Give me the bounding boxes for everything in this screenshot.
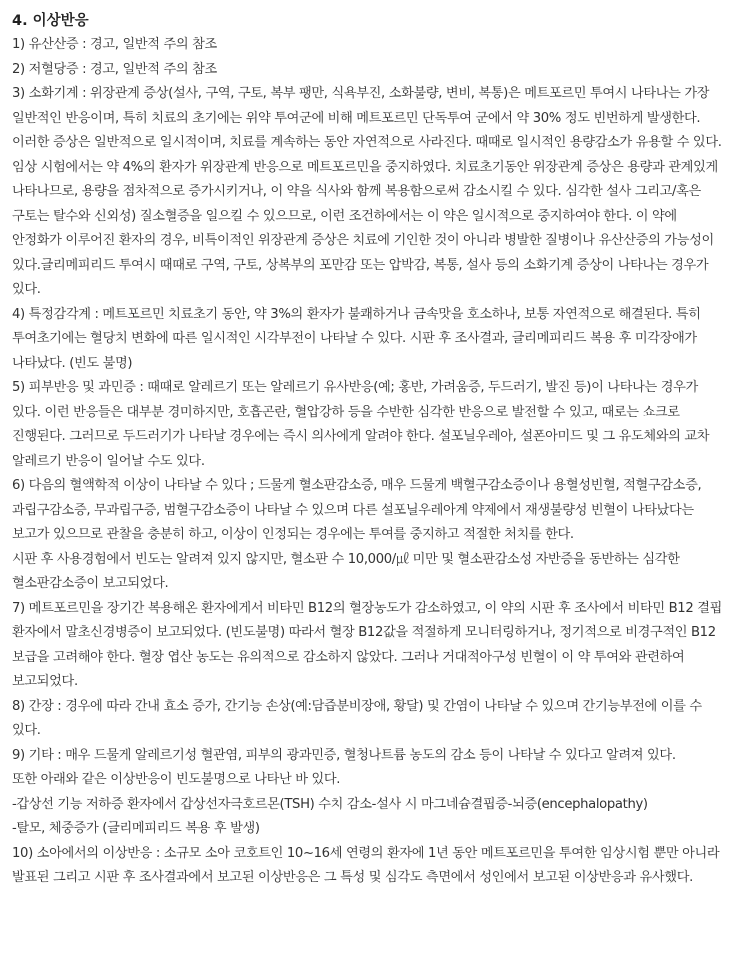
- paragraph-hypoglycemia: 2) 저혈당증 : 경고, 일반적 주의 참조: [12, 61, 217, 77]
- paragraph-hair-loss-item: -탈모, 체중증가 (글리메피리드 복용 후 발생): [12, 821, 260, 836]
- section-heading: 4. 이상반응: [12, 13, 89, 29]
- paragraph-vitamin-b12: 7) 메트포르민을 장기간 복용해온 환자에게서 비타민 B12의 혈장농도가 감소하였고, 이 약의 시판 후 조사에서 비타민 B12 결핍 환자에서 말초신경병증이 보고되었다. (빈도불명) 따라서 혈장 B12값을 적절하게 모니터링하거나, 정기적으로 비경구적인 B12 보급을 고려해야 한다. 혈장 엽산 농도는 유의적으로 감소하지 않았다. 그러나 거대적아구성 빈혈이 이 약 투여와 관련하여 보고되었다.: [12, 600, 722, 689]
- paragraph-hematologic: 6) 다음의 혈액학적 이상이 나타날 수 있다 ; 드물게 혈소판감소증, 매우 드물게 백혈구감소증이나 용혈성빈혈, 적혈구감소증, 과립구감소증, 무과립구증, 범혈구감소증이 나타날 수 있으며 다른 설포닐우레아계 약제에서 재생불량성 빈혈이 나타났다는 보고가 있으므로 관찰을 충분히 하고, 이상이 인정되는 경우에는 투여를 중지하고 적절한 처치를 한다.: [12, 478, 702, 542]
- paragraph-postmarketing-thrombocytopenia: 시판 후 사용경험에서 빈도는 알려져 있지 않지만, 혈소판 수 10,000/㎕ 미만 및 혈소판감소성 자반증을 동반하는 심각한 혈소판감소증이 보고되었다.: [12, 551, 680, 591]
- paragraph-liver: 8) 간장 : 경우에 따라 간내 효소 증가, 간기능 손상(예:담즙분비장애, 황달) 및 간염이 나타날 수 있으며 간기능부전에 이를 수 있다.: [12, 698, 702, 738]
- paragraph-skin-hypersensitivity: 5) 피부반응 및 과민증 : 때때로 알레르기 또는 알레르기 유사반응(예; 홍반, 가려움증, 두드러기, 발진 등)이 나타나는 경우가 있다. 이런 반응들은 대부분 경미하지만, 호흡곤란, 혈압강하 등을 수반한 심각한 반응으로 발전할 수 있고, 때로는 쇼크로 진행된다. 그러므로 두드러기가 나타날 경우에는 즉시 의사에게 알려야 한다. 설포닐우레아, 설폰아미드 및 그 유도체와의 교차 알레르기 반응이 일어날 수도 있다.: [12, 380, 710, 469]
- paragraph-special-senses: 4) 특정감각계 : 메트포르민 치료초기 동안, 약 3%의 환자가 불쾌하거나 금속맛을 호소하나, 보통 자연적으로 해결된다. 특히 투여초기에는 혈당치 변화에 따른 일시적인 시각부전이 나타날 수 있다. 시판 후 조사결과, 글리메피리드 복용 후 미각장애가 나타났다. (빈도 불명): [12, 306, 701, 371]
- paragraph-digestive-system: 3) 소화기계 : 위장관계 증상(설사, 구역, 구토, 복부 팽만, 식욕부진, 소화불량, 변비, 복통)은 메트포르민 투여시 나타나는 가장 일반적인 반응이며, 특히 치료의 초기에는 위약 투여군에 비해 메트포르민 단독투여 군에서 약 30% 정도 빈번하게 발생한다. 이러한 증상은 일반적으로 일시적이며, 치료를 계속하는 동안 자연적으로 사라진다. 때때로 일시적인 용량감소가 유용할 수 있다. 임상 시험에서는 약 4%의 환자가 위장관계 반응으로 메트포르민을 중지하였다. 치료초기동안 위장관계 증상은 용량과 관계있게 나타나므로, 용량을 점차적으로 증가시키거나, 이 약을 식사와 함께 복용함으로써 감소시킬 수 있다. 심각한 설사 그리고/혹은 구토는 탈수와 신외성) 질소혈증을 일으킬 수 있으므로, 이런 조건하에서는 이 약은 일시적으로 중지하여야 한다. 이 약에 안정화가 이루어진 환자의 경우, 비특이적인 위장관계 증상은 치료에 기인한 것이 아니라 병발한 질병이나 유산산증의 가능성이 있다.글리메피리드 투여시 때때로 구역, 구토, 상복부의 포만감 또는 압박감, 복통, 설사 등의 소화기계 증상이 나타나는 경우가 있다.: [12, 86, 722, 297]
- paragraph-other: 9) 기타 : 매우 드물게 알레르기성 혈관염, 피부의 광과민증, 혈청나트륨 농도의 감소 등이 나타날 수 있다고 알려져 있다.: [12, 747, 676, 763]
- paragraph-thyroid-item: -갑상선 기능 저하증 환자에서 갑상선자극호르몬(TSH) 수치 감소-설사 시 마그네슘결핍증-뇌증(encephalopathy): [12, 796, 648, 812]
- paragraph-pediatric: 10) 소아에서의 이상반응 : 소규모 소아 코호트인 10~16세 연령의 환자에 1년 동안 메트포르민을 투여한 임상시험 뿐만 아니라 발표된 그리고 시판 후 조사결과에서 보고된 이상반응은 그 특성 및 심각도 측면에서 성인에서 보고된 이상반응과 유사했다.: [12, 845, 720, 885]
- paragraph-lactic-acidosis: 1) 유산산증 : 경고, 일반적 주의 참조: [12, 37, 217, 52]
- paragraph-unknown-frequency-intro: 또한 아래와 같은 이상반응이 빈도불명으로 나타난 바 있다.: [12, 772, 341, 787]
